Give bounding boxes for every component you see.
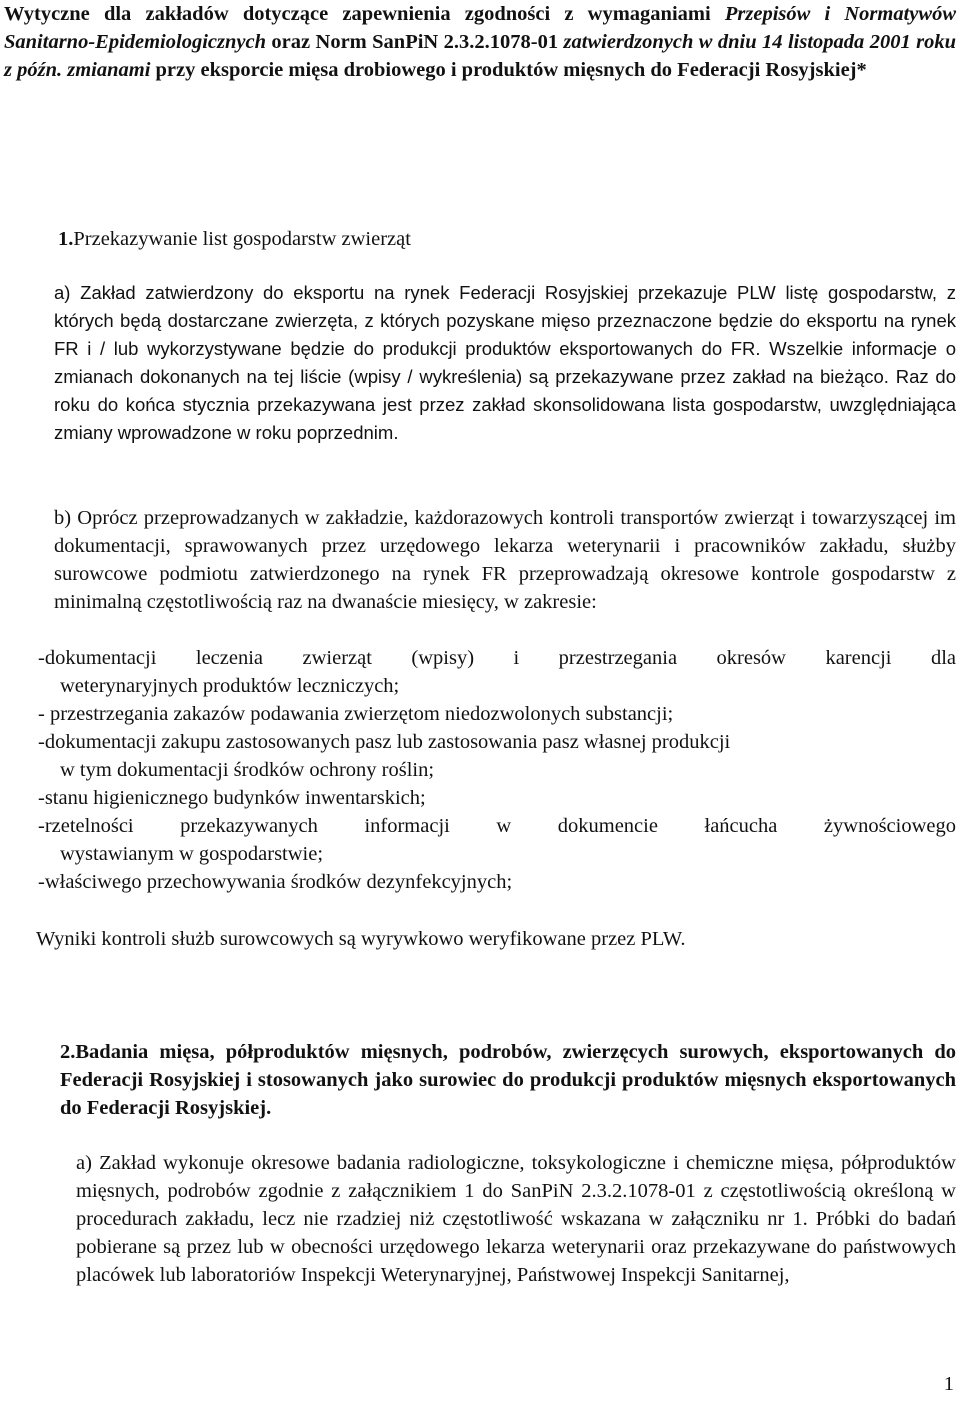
list-item-line: -dokumentacji zakupu zastosowanych pasz lub zastosowania pasz własnej produkcji	[38, 731, 731, 753]
list-item-continuation	[38, 672, 956, 700]
title-part-4-italic: zatwierdzonych w dniu 14 listopada 2001 roku z późn. zmianami	[4, 31, 956, 81]
section-1-paragraph-a: a) Zakład zatwierdzony do eksportu na rynek Federacji Rosyjskiej przekazuje PLW listę gospodarstw, z których będą dostarczane zwierzęta, z których pozyskane mięso przeznaczone będzie do eksportu na rynek FR i / lub wykorzystywane będzie do produkcji produktów eksportowanych do FR. Wszelkie informacje o zmianach dokonanych na tej liście (wpisy / wykreślenia) są przekazywane przez zakład na bieżąco. Raz do roku do końca stycznia przekazywana jest przez zakład skonsolidowana lista gospodarstw, uwzględniająca zmiany wprowadzone w roku poprzednim.	[54, 282, 956, 443]
list-item-line: -stanu higienicznego budynków inwentarskich;	[38, 787, 426, 809]
section-1-number: 1.	[58, 228, 74, 250]
list-item	[38, 868, 956, 896]
list-item	[38, 784, 956, 812]
title-part-1: Wytyczne dla zakładów dotyczące zapewnienia zgodności z wymaganiami	[4, 3, 725, 25]
section-1-heading	[58, 225, 411, 253]
list-item-line: wystawianym w gospodarstwie;	[60, 843, 324, 865]
section-1-summary: Wyniki kontroli służb surowcowych są wyrywkowo weryfikowane przez PLW.	[36, 928, 686, 950]
document-title	[4, 0, 956, 84]
list-item	[38, 812, 956, 840]
section-1-heading-text: Przekazywanie list gospodarstw zwierząt	[73, 228, 411, 250]
list-item	[38, 700, 956, 728]
section-1-paragraph-b: b) Oprócz przeprowadzanych w zakładzie, każdorazowych kontroli transportów zwierząt i towarzyszącej im dokumentacji, sprawowanych przez urzędowego lekarza weterynarii i pracowników zakładu, służby surowcowe podmiotu zatwierdzonego na rynek FR przeprowadzają okresowe kontrole gospodarstw z minimalną częstotliwością raz na dwanaście miesięcy, w zakresie:	[54, 507, 956, 613]
list-item	[38, 728, 956, 756]
list-item-line: -dokumentacji leczenia zwierząt (wpisy) i przestrzegania okresów karencji dla	[38, 647, 956, 669]
list-item-line: weterynaryjnych produktów leczniczych;	[60, 675, 400, 697]
list-item-continuation	[38, 840, 956, 868]
list-item	[38, 644, 956, 672]
section-2-paragraph-a: a) Zakład wykonuje okresowe badania radiologiczne, toksykologiczne i chemiczne mięsa, półproduktów mięsnych, podrobów zgodnie z załącznikiem 1 do SanPiN 2.3.2.1078-01 z częstotliwością określoną w procedurach zakładu, lecz nie rzadziej niż częstotliwość wskazana w załączniku nr 1. Próbki do badań pobierane są przez lub w obecności urzędowego lekarza weterynarii oraz przekazywane do państwowych placówek lub laboratoriów Inspekcji Weterynaryjnej, Państwowej Inspekcji Sanitarnej,	[76, 1152, 956, 1286]
title-part-2-italic: Przepisów i Normatywów Sanitarno-Epidemiologicznych	[4, 3, 956, 53]
list-item-line: -właściwego przechowywania środków dezynfekcyjnych;	[38, 871, 513, 893]
list-item-continuation	[38, 756, 956, 784]
page-number: 1	[943, 1373, 954, 1395]
title-part-5: przy eksporcie mięsa drobiowego i produktów mięsnych do Federacji Rosyjskiej*	[150, 59, 867, 81]
section-2-heading: 2.Badania mięsa, półproduktów mięsnych, podrobów, zwierzęcych surowych, eksportowanych do Federacji Rosyjskiej i stosowanych jako surowiec do produkcji produktów mięsnych eksportowanych do Federacji Rosyjskiej.	[60, 1041, 956, 1119]
list-item-line: w tym dokumentacji środków ochrony roślin;	[60, 759, 435, 781]
inspection-scope-list	[38, 644, 956, 896]
title-part-3: oraz Norm SanPiN 2.3.2.1078-01	[265, 31, 564, 53]
list-item-line: -rzetelności przekazywanych informacji w dokumencie łańcucha żywnościowego	[38, 815, 956, 837]
list-item-line: - przestrzegania zakazów podawania zwierzętom niedozwolonych substancji;	[38, 703, 674, 725]
